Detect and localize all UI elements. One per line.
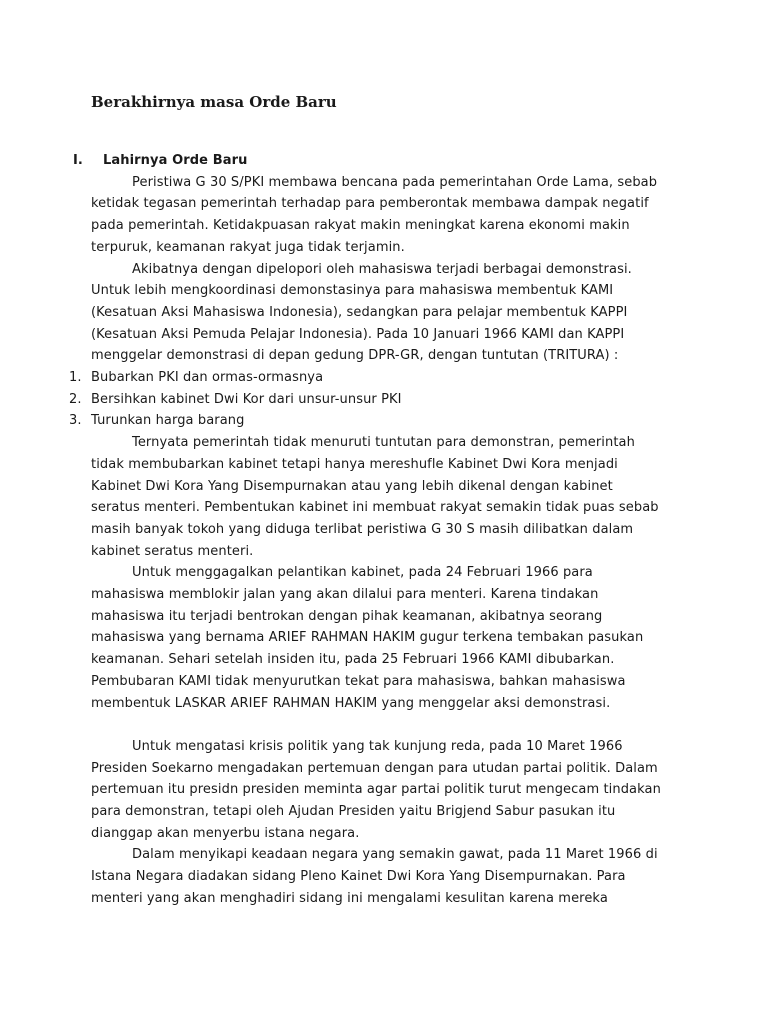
blank-line bbox=[0, 714, 768, 736]
paragraph: Dalam menyikapi keadaan negara yang semakin gawat, pada 11 Maret 1966 di Istana Negara diadakan sidang Pleno Kainet Dwi Kora Yang Disempurnakan. Para menteri yang akan menghadiri sidang ini mengalami kesulitan karena mereka bbox=[91, 847, 658, 906]
tritura-list bbox=[0, 367, 768, 432]
list-item-text: Turunkan harga barang bbox=[91, 413, 245, 429]
list-marker: 3. bbox=[69, 413, 82, 429]
paragraph: Peristiwa G 30 S/PKI membawa bencana pada pemerintahan Orde Lama, sebab ketidak tegasan pemerintah terhadap para pemberontak membawa dampak negatif pada pemerintah. Ketidakpuasan rakyat makin meningkat karena ekonomi makin terpuruk, keamanan rakyat juga tidak terjamin. bbox=[91, 174, 658, 255]
section-number: I. bbox=[73, 153, 83, 168]
document-title: Berakhirnya masa Orde Baru bbox=[91, 93, 337, 111]
list-item-text: Bubarkan PKI dan ormas-ormasnya bbox=[91, 370, 324, 386]
paragraph: Untuk mengatasi krisis politik yang tak kunjung reda, pada 10 Maret 1966 Presiden Soekarno mengadakan pertemuan dengan para utudan partai politik. Dalam pertemuan itu presidn presiden meminta agar partai politik turut mengecam tindakan para demonstran, tetapi oleh Ajudan Presiden yaitu Brigjend Sabur pasukan itu dianggap akan menyerbu istana negara. bbox=[91, 738, 661, 841]
document-body bbox=[0, 150, 768, 910]
list-item bbox=[0, 410, 768, 432]
section-title: Lahirnya Orde Baru bbox=[103, 153, 248, 168]
list-marker: 1. bbox=[69, 370, 82, 386]
paragraph: Ternyata pemerintah tidak menuruti tuntutan para demonstran, pemerintah tidak membubarkan kabinet tetapi hanya mereshufle Kabinet Dwi Kora menjadi Kabinet Dwi Kora Yang Disempurnakan atau yang lebih dikenal dengan kabinet seratus menteri. Pembentukan kabinet ini membuat rakyat semakin tidak puas sebab masih banyak tokoh yang diduga terlibat peristiwa G 30 S masih dilibatkan dalam kabinet seratus menteri. bbox=[91, 435, 659, 559]
list-marker: 2. bbox=[69, 391, 82, 407]
paragraph: Akibatnya dengan dipelopori oleh mahasiswa terjadi berbagai demonstrasi. Untuk lebih mengkoordinasi demonstasinya para mahasiswa membentuk KAMI (Kesatuan Aksi Mahasiswa Indonesia), sedangkan para pelajar membentuk KAPPI (Kesatuan Aksi Pemuda Pelajar Indonesia). Pada 10 Januari 1966 KAMI dan KAPPI menggelar demonstrasi di depan gedung DPR-GR, dengan tuntutan (TRITURA) : bbox=[91, 261, 632, 364]
list-item bbox=[0, 389, 768, 411]
section-heading bbox=[0, 150, 768, 172]
paragraph: Untuk menggagalkan pelantikan kabinet, pada 24 Februari 1966 para mahasiswa memblokir jalan yang akan dilalui para menteri. Karena tindakan mahasiswa itu terjadi bentrokan dengan pihak keamanan, akibatnya seorang mahasiswa yang bernama ARIEF RAHMAN HAKIM gugur terkena tembakan pasukan keamanan. Sehari setelah insiden itu, pada 25 Februari 1966 KAMI dibubarkan. Pembubaran KAMI tidak menyurutkan tekat para mahasiswa, bahkan mahasiswa membentuk LASKAR ARIEF RAHMAN HAKIM yang menggelar aksi demonstrasi. bbox=[91, 565, 644, 711]
list-item-text: Bersihkan kabinet Dwi Kor dari unsur-unsur PKI bbox=[91, 391, 402, 407]
list-item bbox=[0, 367, 768, 389]
